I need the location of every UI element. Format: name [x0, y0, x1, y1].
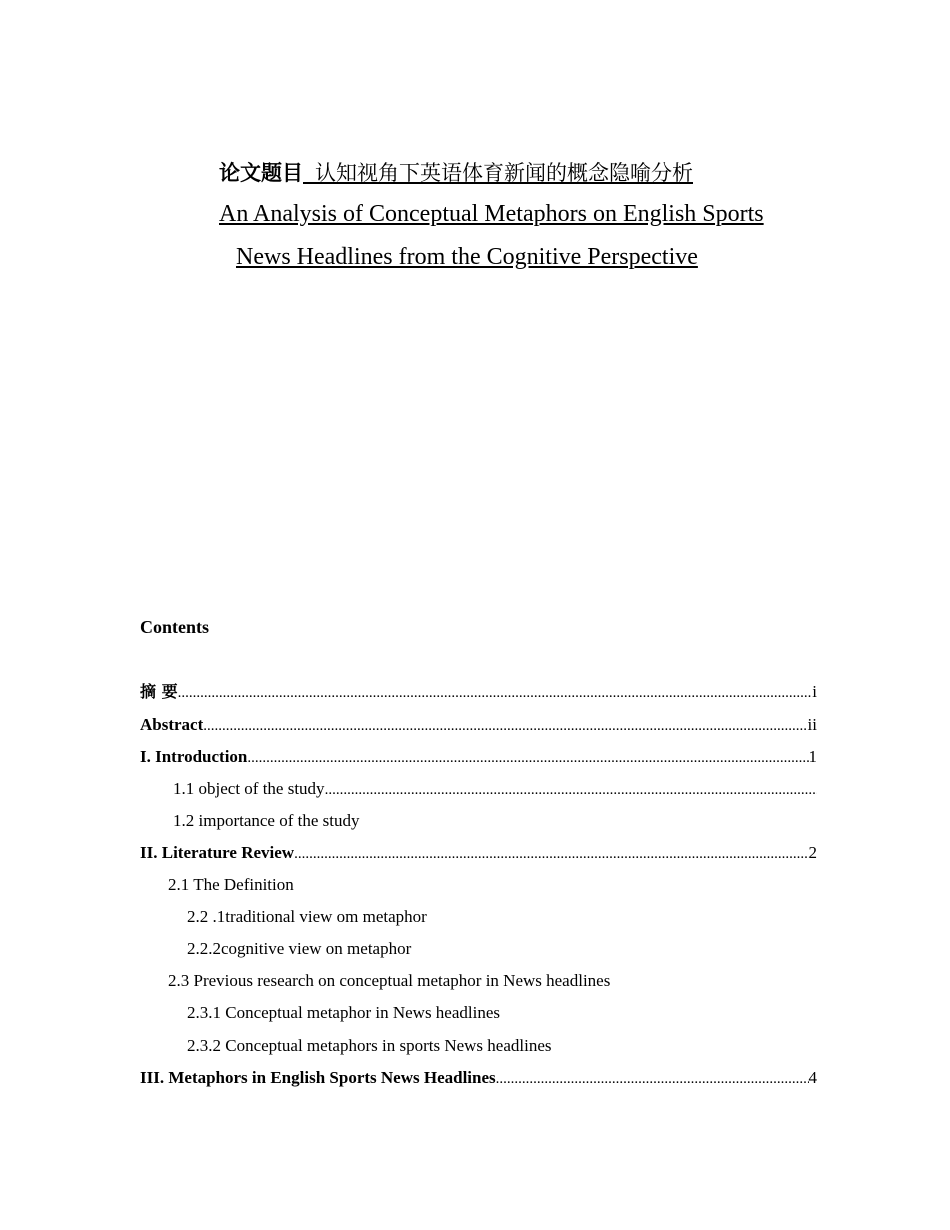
toc-page-number: 2: [808, 843, 817, 862]
toc-label: 1.2 importance of the study: [173, 811, 360, 830]
title-label: 论文题目: [219, 161, 303, 185]
toc-label: Abstract: [140, 715, 204, 734]
toc-entry-zhaiyao: [140, 681, 817, 703]
toc-label: I. Introduction: [140, 747, 248, 766]
title-chinese: 认知视角下英语体育新闻的概念隐喻分析: [315, 161, 693, 185]
toc-page-number: i: [812, 682, 817, 701]
toc-entry-2-2-1: [187, 906, 817, 928]
toc-entry-1-1: [173, 778, 817, 800]
toc-label: 摘 要: [140, 682, 178, 701]
toc-page-number: 4: [808, 1068, 817, 1087]
toc-page-number: ii: [807, 715, 817, 734]
toc-entry-2-3: [168, 970, 817, 992]
toc-entry-introduction: [140, 746, 817, 768]
toc-leader-dots: [203, 715, 807, 736]
title-line-chinese: [219, 158, 693, 188]
toc-label: III. Metaphors in English Sports News Headlines: [140, 1068, 496, 1087]
toc-label: 1.1 object of the study: [173, 779, 325, 798]
toc-entry-metaphors: [140, 1067, 817, 1089]
toc-label: 2.2 .1traditional view om metaphor: [187, 907, 427, 926]
toc-leader-dots: [496, 1068, 809, 1089]
toc-entry-1-2: [173, 810, 817, 832]
toc-leader-dots: [178, 682, 813, 703]
title-underline-gap: [303, 160, 315, 186]
toc-entry-2-1: [168, 874, 817, 896]
toc-entry-2-3-2: [187, 1035, 817, 1057]
contents-heading: Contents: [140, 617, 210, 637]
toc-entry-literature-review: [140, 842, 817, 864]
toc-label: 2.2.2cognitive view on metaphor: [187, 939, 412, 958]
title-english-line1: An Analysis of Conceptual Metaphors on English Sports: [219, 201, 764, 227]
toc-label: II. Literature Review: [140, 843, 295, 862]
toc-label: 2.3.2 Conceptual metaphors in sports News headlines: [187, 1036, 552, 1055]
toc-entry-abstract: [140, 714, 817, 736]
toc-leader-dots: [325, 779, 817, 800]
toc-leader-dots: [294, 843, 808, 864]
toc-entry-2-3-1: [187, 1002, 817, 1024]
title-english-line2: News Headlines from the Cognitive Perspective: [236, 244, 698, 270]
toc-page-number: 1: [808, 747, 817, 766]
toc-leader-dots: [247, 747, 808, 768]
toc-label: 2.3.1 Conceptual metaphor in News headlines: [187, 1003, 501, 1022]
toc-label: 2.3 Previous research on conceptual metaphor in News headlines: [168, 971, 611, 990]
toc-entry-2-2-2: [187, 938, 817, 960]
title-line-english-1: [219, 199, 764, 229]
title-line-english-2: [236, 242, 698, 272]
toc-label: 2.1 The Definition: [168, 875, 294, 894]
